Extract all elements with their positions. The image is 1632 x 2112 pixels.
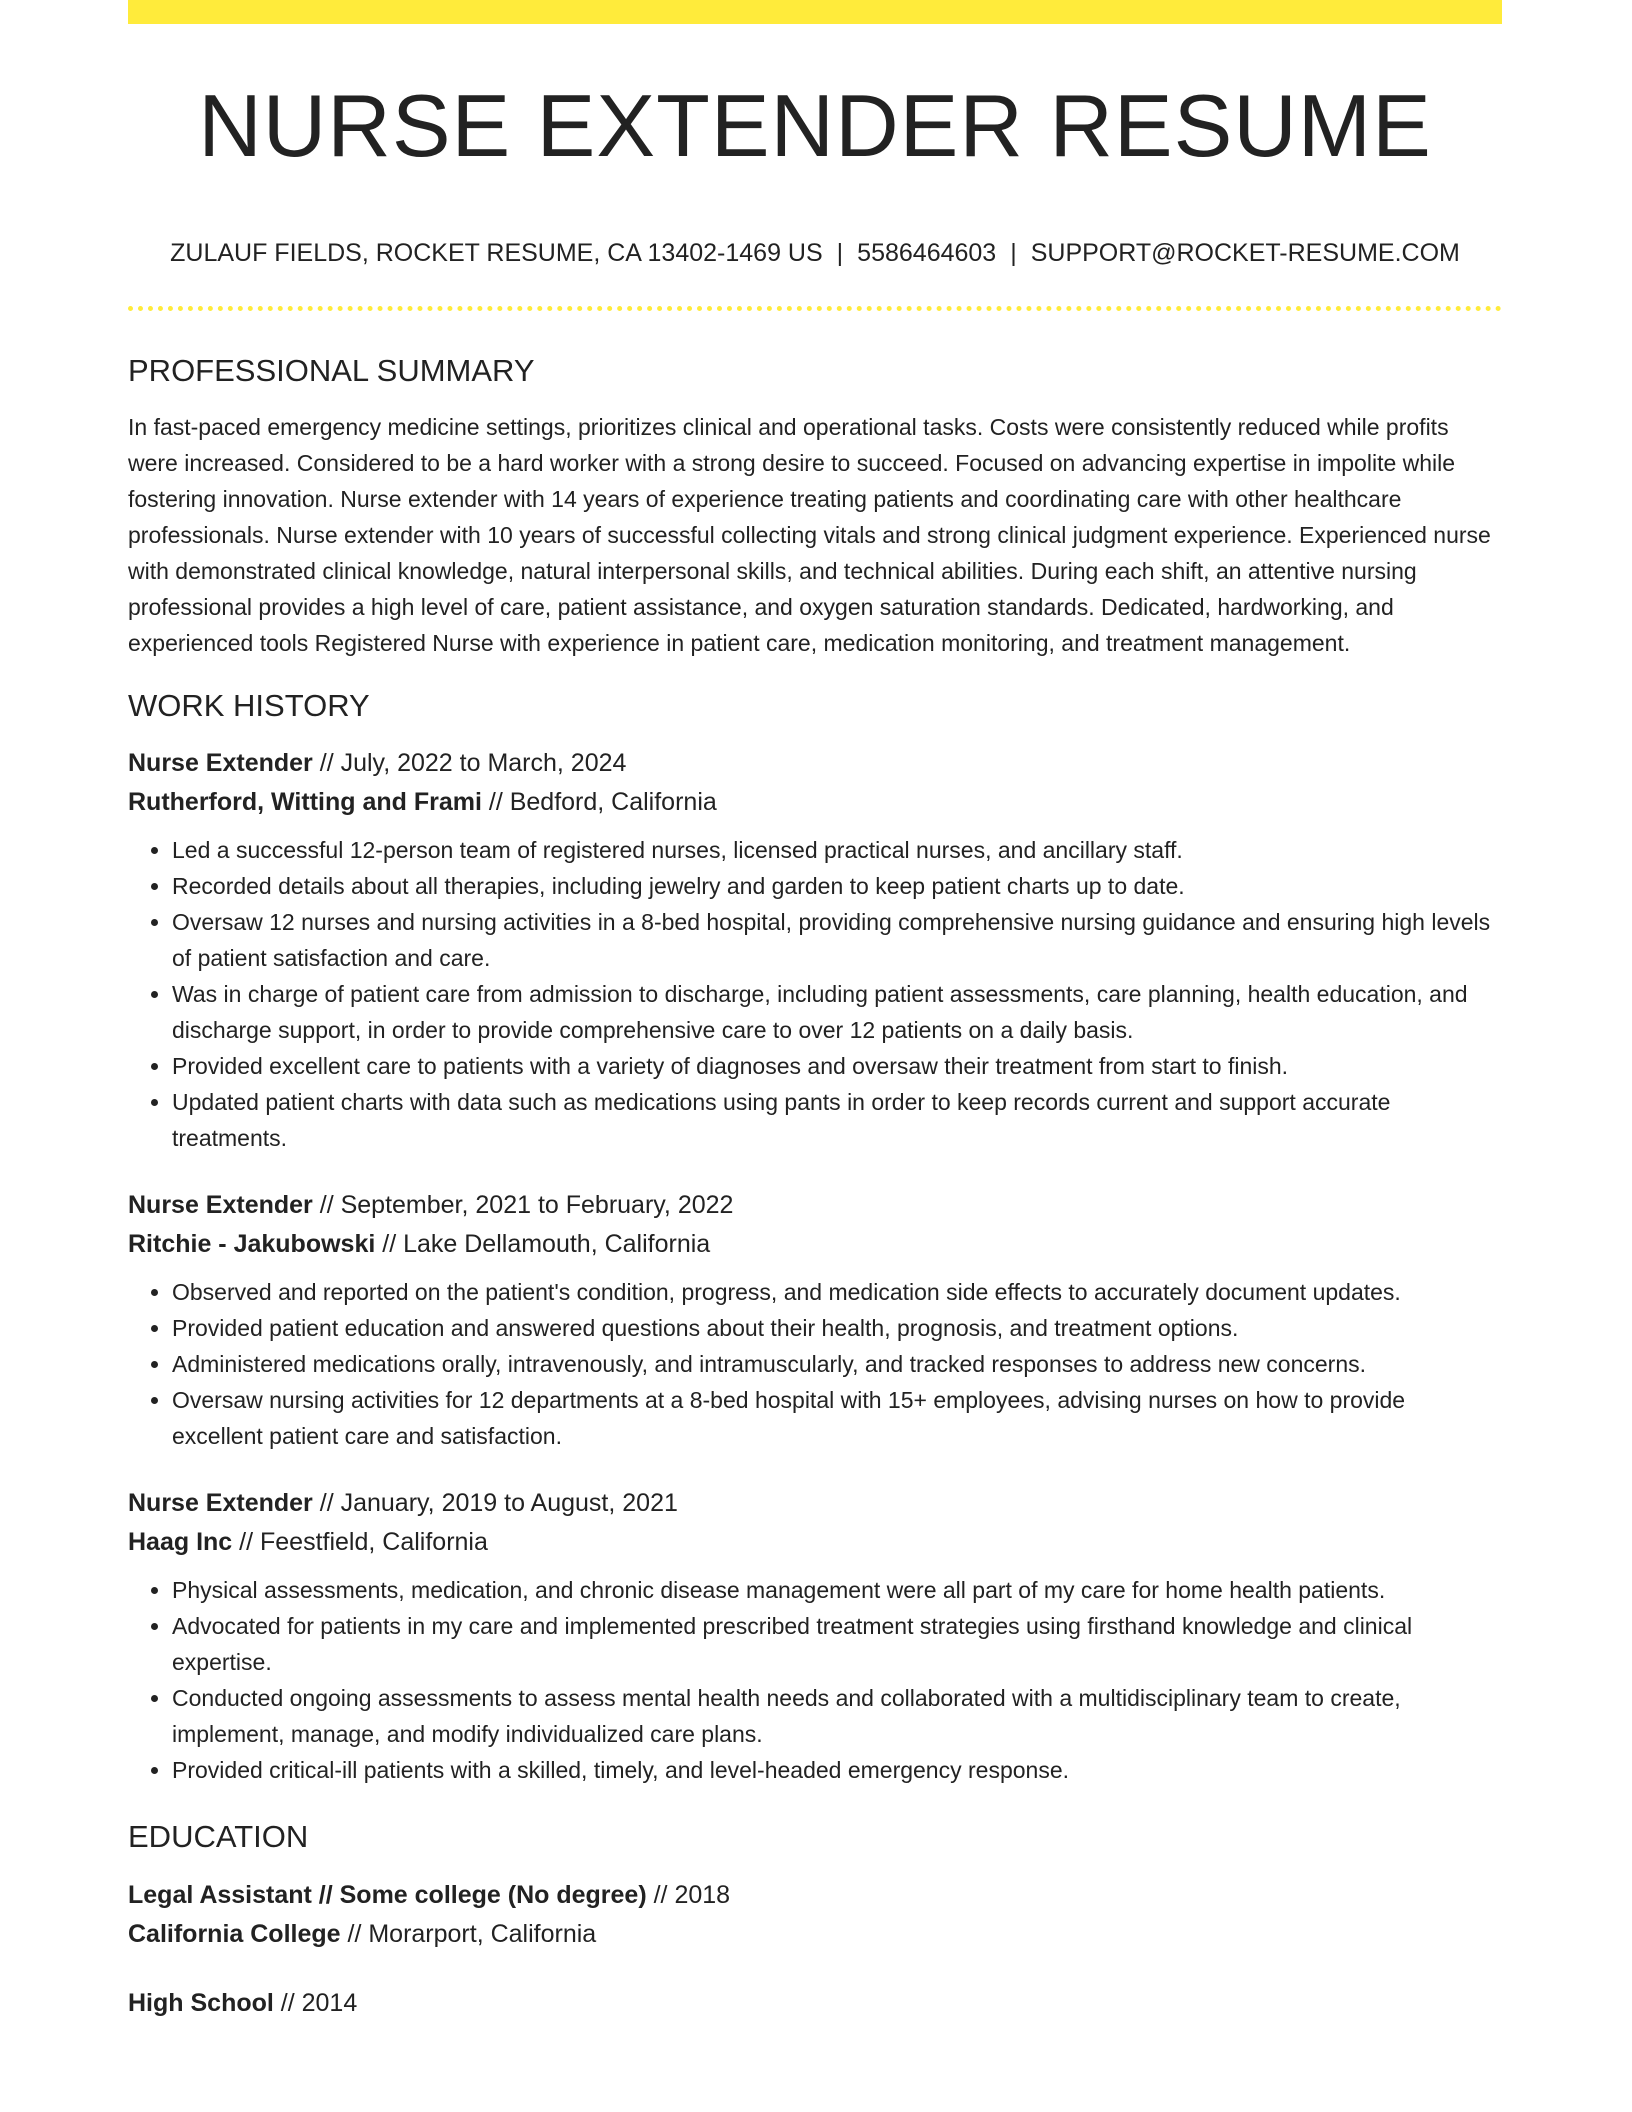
job-entry: [128, 1186, 1502, 1454]
job-company-line: Rutherford, Witting and Frami // Bedford, California: [128, 788, 717, 817]
top-accent-bar: [128, 0, 1502, 24]
job-dates: January, 2019 to August, 2021: [340, 1489, 678, 1518]
education-degree: Legal Assistant // Some college (No degree): [128, 1880, 647, 1909]
job-title-line: Nurse Extender // July, 2022 to March, 2024: [128, 749, 627, 778]
job-title: Nurse Extender: [128, 1191, 313, 1220]
job-bullet: • Was in charge of patient care from admission to discharge, including patient assessments, care planning, health education, and discharge support, in order to provide comprehensive care to over 12 patients on a daily basis.: [172, 976, 1502, 1048]
job-list: [128, 744, 1502, 1788]
job-location: Bedford, California: [509, 788, 717, 817]
job-bullet: • Oversaw nursing activities for 12 departments at a 8-bed hospital with 15+ employees, advising nurses on how to provide excellent patient care and satisfaction.: [172, 1382, 1502, 1454]
job-title-line: Nurse Extender // January, 2019 to August, 2021: [128, 1489, 678, 1518]
education-section: [128, 1818, 1502, 2022]
job-bullets: [128, 1274, 1502, 1454]
job-dates: July, 2022 to March, 2024: [340, 749, 627, 778]
job-entry: [128, 1484, 1502, 1788]
dotted-divider: [128, 306, 1502, 311]
education-school-line: California College // Morarport, California: [128, 1919, 597, 1948]
job-bullet: • Observed and reported on the patient's condition, progress, and medication side effects to accurately document updates.: [172, 1274, 1502, 1310]
contact-address: ZULAUF FIELDS, ROCKET RESUME, CA 13402-1469 US: [170, 239, 823, 267]
job-bullet: • Oversaw 12 nurses and nursing activities in a 8-bed hospital, providing comprehensive nursing guidance and ensuring high levels of patient satisfaction and care.: [172, 904, 1502, 976]
education-entry: [128, 1984, 1502, 2023]
job-bullets: [128, 1572, 1502, 1788]
job-title: Nurse Extender: [128, 1489, 313, 1518]
contact-email: SUPPORT@ROCKET-RESUME.COM: [1030, 239, 1460, 267]
work-history-section: [128, 687, 1502, 1788]
work-history-heading: WORK HISTORY: [128, 688, 370, 724]
job-bullet: • Provided excellent care to patients with a variety of diagnoses and oversaw their treatment from start to finish.: [172, 1048, 1502, 1084]
contact-separator: |: [1010, 239, 1017, 267]
job-company: Haag Inc: [128, 1528, 233, 1557]
summary-heading: PROFESSIONAL SUMMARY: [128, 353, 535, 388]
education-school: California College: [128, 1919, 341, 1948]
job-company-line: Haag Inc // Feestfield, California: [128, 1528, 488, 1557]
job-bullet: • Led a successful 12-person team of registered nurses, licensed practical nurses, and ancillary staff.: [172, 832, 1502, 868]
summary-section: [128, 352, 1502, 661]
contact-phone: 5586464603: [857, 239, 997, 267]
job-bullet: • Physical assessments, medication, and chronic disease management were all part of my care for home health patients.: [172, 1572, 1502, 1608]
job-bullets: [128, 832, 1502, 1156]
job-bullet: • Updated patient charts with data such as medications using pants in order to keep records current and support accurate treatments.: [172, 1084, 1502, 1156]
education-degree: High School: [128, 1988, 274, 2017]
job-bullet: • Provided critical-ill patients with a skilled, timely, and level-headed emergency response.: [172, 1752, 1502, 1788]
job-bullet: • Advocated for patients in my care and implemented prescribed treatment strategies using firsthand knowledge and clinical expertise.: [172, 1608, 1502, 1680]
summary-text: In fast-paced emergency medicine settings, prioritizes clinical and operational tasks. Costs were consistently reduced while profits were increased. Considered to be a hard worker with a strong desire to succeed. Focused on advancing expertise in impolite while fostering innovation. Nurse extender with 14 years of experience treating patients and coordinating care with other healthcare professionals. Nurse extender with 10 years of successful collecting vitals and strong clinical judgment experience. Experienced nurse with demonstrated clinical knowledge, natural interpersonal skills, and technical abilities. During each shift, an attentive nursing professional provides a high level of care, patient assistance, and oxygen saturation standards. Dedicated, hardworking, and experienced tools Registered Nurse with experience in patient care, medication monitoring, and treatment management.: [128, 414, 1491, 657]
job-bullet: • Provided patient education and answered questions about their health, prognosis, and treatment options.: [172, 1310, 1502, 1346]
job-entry: [128, 744, 1502, 1156]
job-bullet: • Conducted ongoing assessments to assess mental health needs and collaborated with a multidisciplinary team to create, implement, manage, and modify individualized care plans.: [172, 1680, 1502, 1752]
job-bullet: • Administered medications orally, intravenously, and intramuscularly, and tracked responses to address new concerns.: [172, 1346, 1502, 1382]
resume-title: NURSE EXTENDER RESUME: [198, 76, 1432, 175]
job-company: Ritchie - Jakubowski: [128, 1230, 376, 1259]
resume-content: [128, 352, 1502, 2053]
education-heading: EDUCATION: [128, 1819, 309, 1855]
job-company-line: Ritchie - Jakubowski // Lake Dellamouth, California: [128, 1230, 711, 1259]
contact-line: [128, 238, 1502, 268]
job-location: Feestfield, California: [260, 1528, 488, 1557]
contact-separator: |: [836, 239, 844, 267]
education-year: 2018: [674, 1880, 731, 1909]
education-year: 2014: [301, 1988, 358, 2017]
education-list: [128, 1876, 1502, 2023]
education-degree-line: High School // 2014: [128, 1988, 358, 2017]
education-entry: [128, 1876, 1502, 1954]
education-degree-line: Legal Assistant // Some college (No degree) // 2018: [128, 1880, 731, 1909]
job-title-line: Nurse Extender // September, 2021 to February, 2022: [128, 1191, 734, 1220]
job-company: Rutherford, Witting and Frami: [128, 788, 482, 817]
job-location: Lake Dellamouth, California: [403, 1230, 711, 1259]
education-location: Morarport, California: [368, 1919, 597, 1948]
job-dates: September, 2021 to February, 2022: [340, 1191, 734, 1220]
job-bullet: • Recorded details about all therapies, including jewelry and garden to keep patient charts up to date.: [172, 868, 1502, 904]
job-title: Nurse Extender: [128, 749, 313, 778]
